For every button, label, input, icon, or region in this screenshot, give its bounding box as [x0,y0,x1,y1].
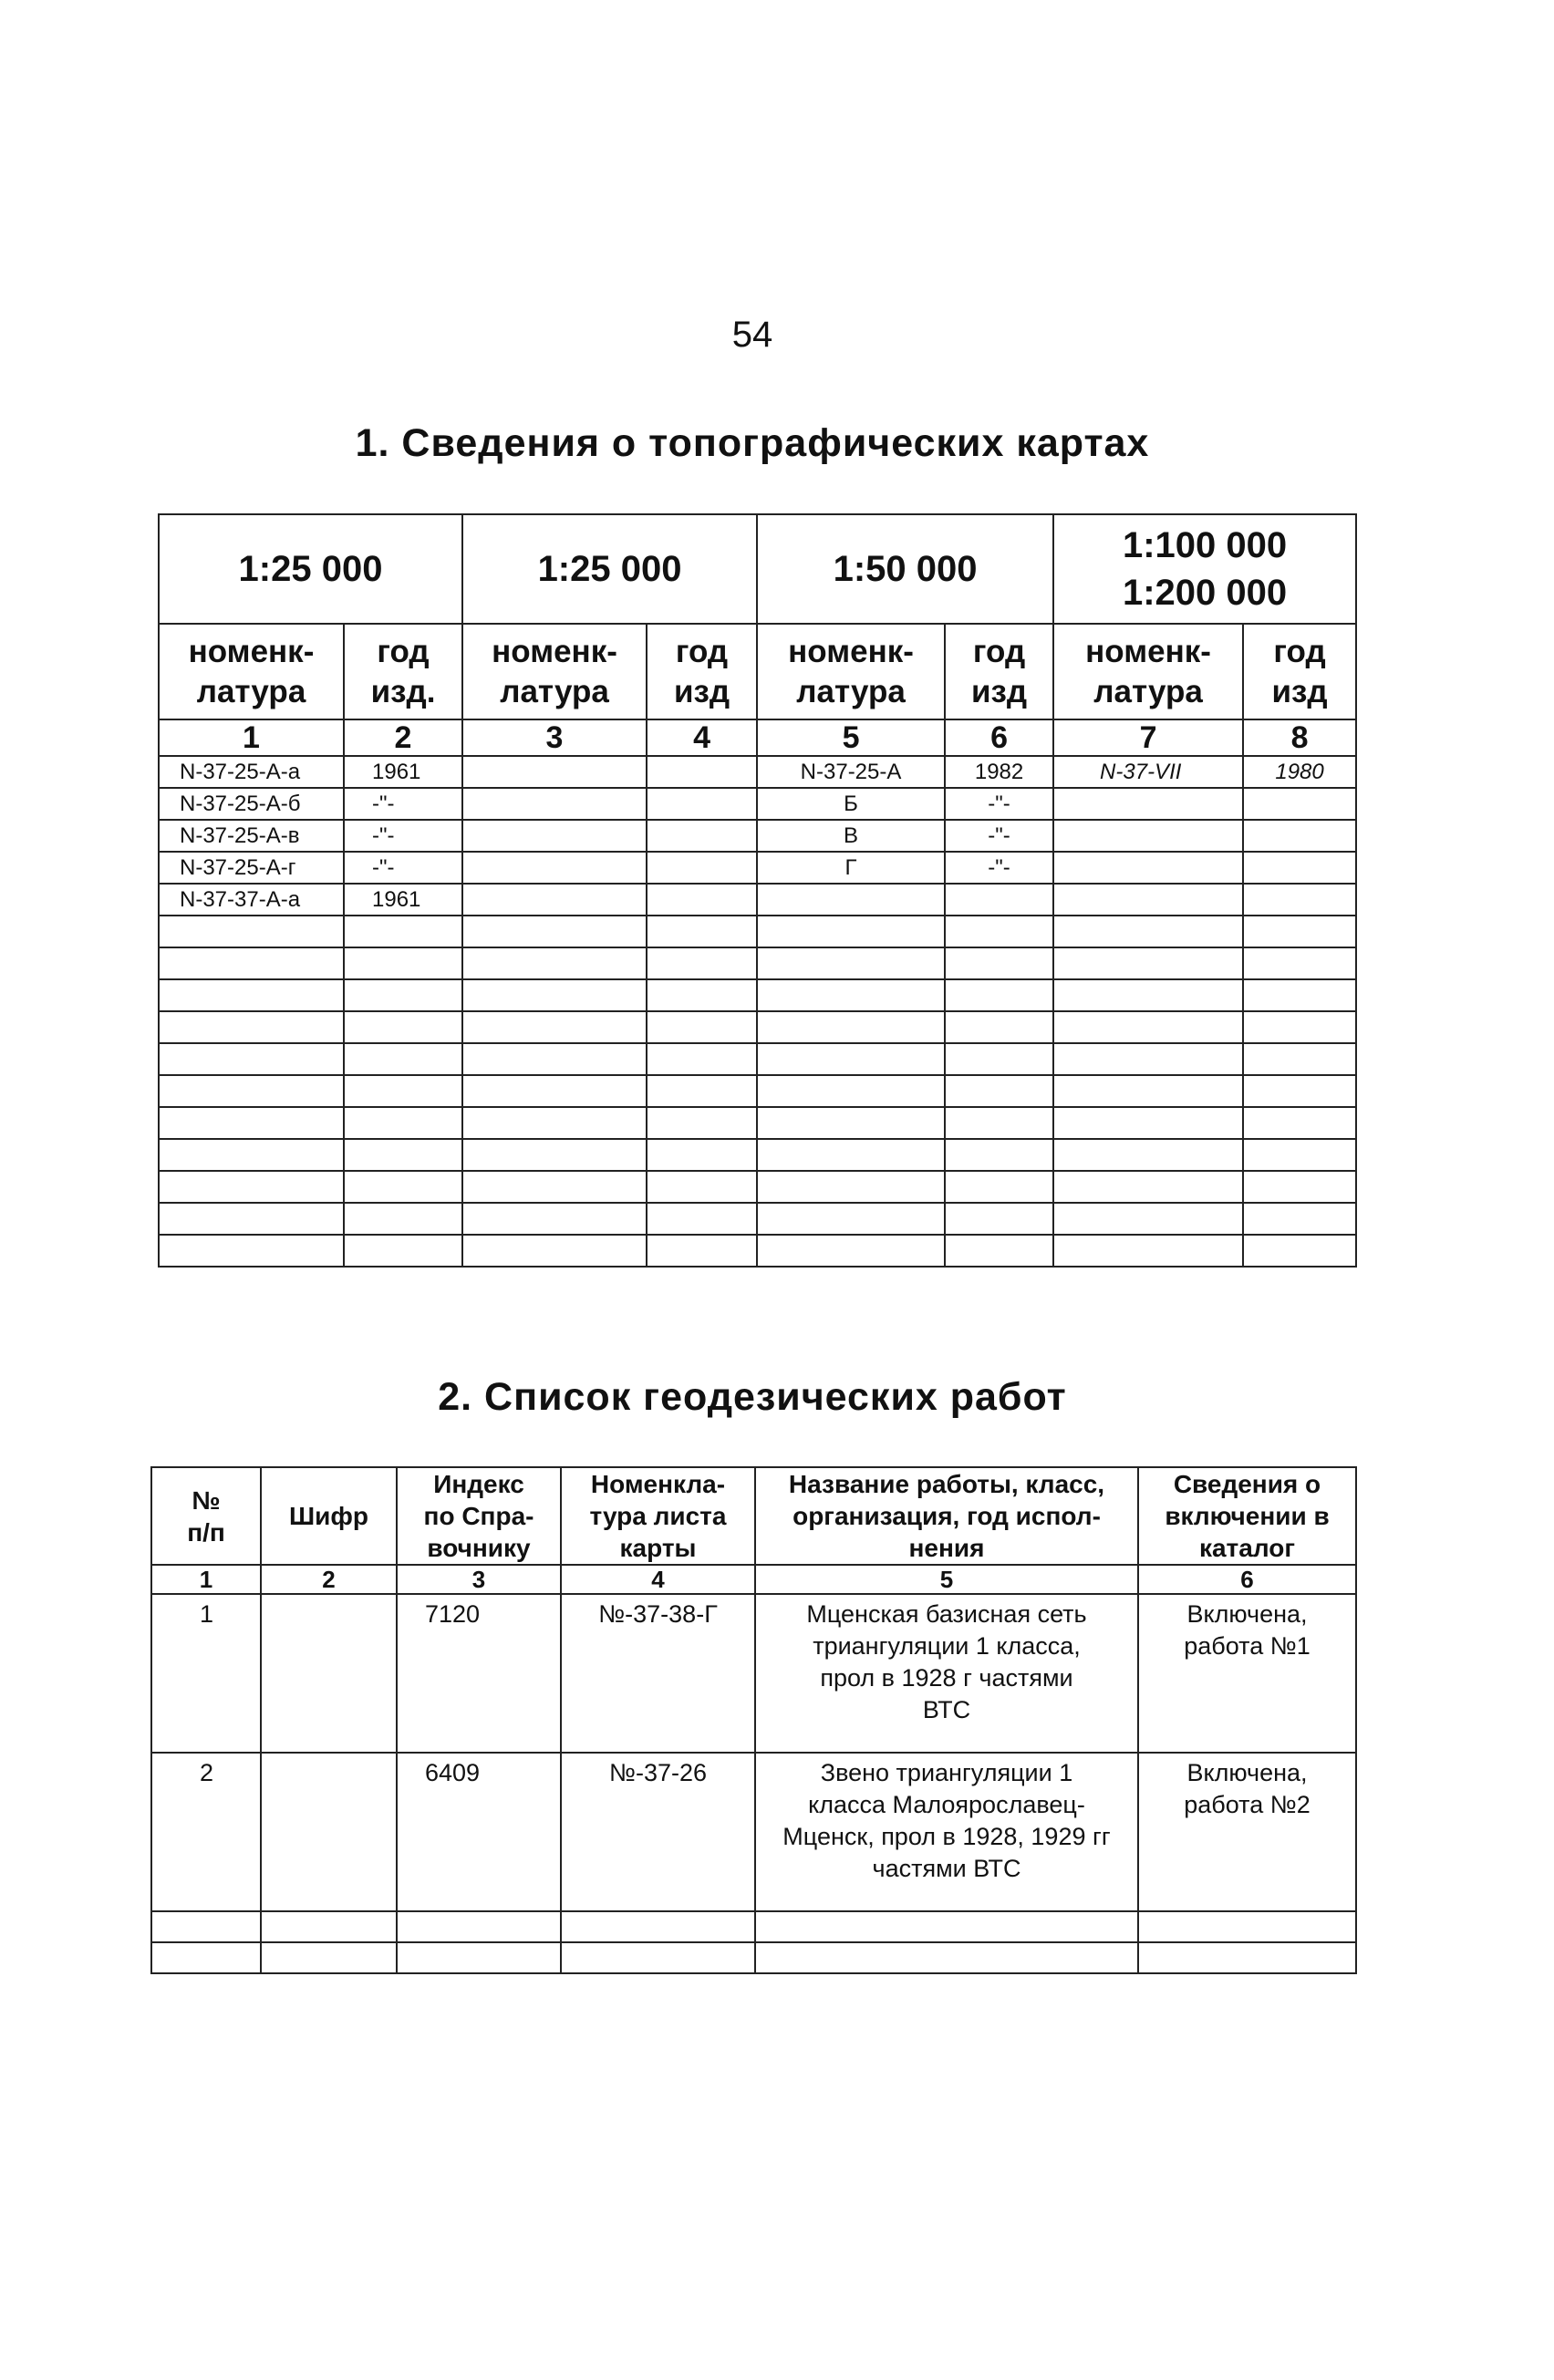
table-cell [945,1203,1053,1235]
table-cell [462,947,647,979]
column-header-nomenclature: номенк- латура [159,624,344,719]
table-row [159,916,1356,947]
table-cell [462,1043,647,1075]
column-header-row [159,624,1356,719]
table-cell [1053,1107,1243,1139]
table-cell: 1961 [344,884,462,916]
table-cell: 2 [151,1753,261,1911]
table-cell: -"- [344,820,462,852]
table-cell [1243,916,1356,947]
column-number-row [151,1565,1356,1594]
table-cell [757,1235,945,1267]
table-cell [1053,820,1243,852]
geodetic-works-table [150,1466,1357,1974]
table-cell [647,979,757,1011]
table-cell [1243,1171,1356,1203]
table-cell [159,979,344,1011]
scale-header-row [159,514,1356,624]
table-cell: N-37-VII [1053,756,1243,788]
table-cell [1243,1075,1356,1107]
table-cell [1243,1043,1356,1075]
table-cell [344,1043,462,1075]
table-cell [757,979,945,1011]
table-cell: -"- [945,788,1053,820]
table-cell [462,1107,647,1139]
table-cell [151,1942,261,1973]
scale-header: 1:25 000 [462,514,757,624]
table-cell [344,1075,462,1107]
table-cell [757,916,945,947]
table-cell [647,820,757,852]
table-cell [462,1171,647,1203]
column-number: 4 [647,719,757,756]
table-cell [647,1171,757,1203]
table-cell: Мценская базисная сеть триангуляции 1 класса, прол в 1928 г частями ВТС [755,1594,1138,1753]
table-cell [1138,1911,1356,1942]
table-cell [261,1753,397,1911]
table-row [159,1107,1356,1139]
column-header-index: Индекс по Спра- вочнику [397,1467,561,1565]
table-cell [159,916,344,947]
table-cell [757,1075,945,1107]
table-cell: N-37-25-А-г [159,852,344,884]
table-cell [757,1107,945,1139]
table-cell [1053,788,1243,820]
table-cell: Б [757,788,945,820]
table-cell: 1961 [344,756,462,788]
table-cell [462,1011,647,1043]
table-cell [462,1075,647,1107]
table-cell [1243,1235,1356,1267]
scale-header: 1:25 000 [159,514,462,624]
column-number: 2 [344,719,462,756]
table-row [159,1235,1356,1267]
table-cell [647,884,757,916]
table-cell [1243,1011,1356,1043]
column-header-year: год изд. [344,624,462,719]
column-number: 1 [159,719,344,756]
table-cell [159,1075,344,1107]
table-row [151,1594,1356,1753]
table-cell [462,788,647,820]
column-header-nomenclature: номенк- латура [462,624,647,719]
table-cell [755,1942,1138,1973]
table-cell [159,1203,344,1235]
table-cell [1243,1139,1356,1171]
table-cell [159,947,344,979]
table-cell: N-37-25-А-в [159,820,344,852]
table-cell [647,756,757,788]
table-cell [755,1911,1138,1942]
column-header-year: год изд [945,624,1053,719]
section-title-geodetic-works: 2. Список геодезических работ [438,1375,1067,1419]
table-cell: N-37-25-А-б [159,788,344,820]
table-row [159,1171,1356,1203]
table-cell [344,1203,462,1235]
section-title-topographic-maps: 1. Сведения о топографических картах [355,421,1150,465]
table-cell [462,1203,647,1235]
table-cell: 1980 [1243,756,1356,788]
table-cell [945,1107,1053,1139]
column-number: 2 [261,1565,397,1594]
column-number: 3 [462,719,647,756]
table-row [159,820,1356,852]
table-cell [1053,979,1243,1011]
table-cell [945,1171,1053,1203]
table-cell [159,1107,344,1139]
scale-header: 1:50 000 [757,514,1053,624]
table-cell [1243,820,1356,852]
table-row [159,788,1356,820]
column-header-nomenclature: Номенкла- тура листа карты [561,1467,755,1565]
table-row [159,756,1356,788]
table-cell [1053,852,1243,884]
table-cell: 1982 [945,756,1053,788]
table-cell: Звено триангуляции 1 класса Малоярославец- Мценск, прол в 1928, 1929 гг частями ВТС [755,1753,1138,1911]
column-number: 8 [1243,719,1356,756]
column-header-nomenclature: номенк- латура [1053,624,1243,719]
table-cell [159,1011,344,1043]
table-cell [647,1139,757,1171]
page-number: 54 [731,315,773,355]
table-cell [1053,1203,1243,1235]
table-cell [344,979,462,1011]
table-cell [647,788,757,820]
table-cell: -"- [945,852,1053,884]
table-row [159,1011,1356,1043]
table-cell: N-37-25-А-а [159,756,344,788]
table-cell [1053,1171,1243,1203]
table-cell [1243,979,1356,1011]
table-cell [462,756,647,788]
table-cell: Г [757,852,945,884]
table-cell [261,1942,397,1973]
table-cell [344,947,462,979]
table-cell: Включена, работа №1 [1138,1594,1356,1753]
table-cell [397,1942,561,1973]
table-cell [1243,788,1356,820]
table-row [151,1911,1356,1942]
column-number: 4 [561,1565,755,1594]
table-cell [344,1011,462,1043]
table-cell [945,947,1053,979]
table-cell [159,1171,344,1203]
table-cell: N-37-25-А [757,756,945,788]
table-cell [1243,1107,1356,1139]
table-cell [1053,1139,1243,1171]
table-cell: №-37-38-Г [561,1594,755,1753]
table-cell [261,1594,397,1753]
table-cell [1053,1011,1243,1043]
table-cell [1053,916,1243,947]
table-cell [344,1235,462,1267]
table-cell [261,1911,397,1942]
table-cell [344,1107,462,1139]
table-cell [945,979,1053,1011]
table-cell [647,1235,757,1267]
table-cell [397,1911,561,1942]
table-cell [1053,947,1243,979]
table-cell [647,1075,757,1107]
table-cell [757,1043,945,1075]
table-cell: -"- [945,820,1053,852]
column-header-year: год изд [1243,624,1356,719]
table-cell: В [757,820,945,852]
column-number: 1 [151,1565,261,1594]
table-cell: 1 [151,1594,261,1753]
table-cell [945,916,1053,947]
column-header-year: год изд [647,624,757,719]
table-cell: -"- [344,852,462,884]
table-cell [1053,1043,1243,1075]
table-cell: -"- [344,788,462,820]
table-cell [462,916,647,947]
table-cell [757,1139,945,1171]
table-cell [1243,1203,1356,1235]
table-cell: Включена, работа №2 [1138,1753,1356,1911]
table-row [159,1043,1356,1075]
scale-header: 1:100 000 1:200 000 [1053,514,1356,624]
table-cell [462,820,647,852]
table-cell [1053,1235,1243,1267]
table-cell [344,1139,462,1171]
table-row [159,979,1356,1011]
table-cell [1243,852,1356,884]
column-number-row [159,719,1356,756]
table-cell [757,1171,945,1203]
table-cell [1053,884,1243,916]
table-cell [159,1139,344,1171]
table-cell [647,916,757,947]
table-cell [647,1043,757,1075]
table-row [159,852,1356,884]
table-cell [945,884,1053,916]
table-cell [647,852,757,884]
table-cell [757,1203,945,1235]
table-cell [1138,1942,1356,1973]
table-cell: 7120 [397,1594,561,1753]
column-number: 6 [1138,1565,1356,1594]
table-cell [945,1043,1053,1075]
table-cell [159,1235,344,1267]
table-cell [462,884,647,916]
column-number: 6 [945,719,1053,756]
table-cell [647,1107,757,1139]
table-row [159,1075,1356,1107]
table-row [159,947,1356,979]
table-cell [462,979,647,1011]
column-header-code: Шифр [261,1467,397,1565]
table-cell [757,1011,945,1043]
column-number: 5 [755,1565,1138,1594]
column-header-row [151,1467,1356,1565]
table-cell [945,1235,1053,1267]
table-cell [945,1011,1053,1043]
table-cell [1053,1075,1243,1107]
table-cell [647,1011,757,1043]
table-cell [462,852,647,884]
table-cell [561,1911,755,1942]
table-cell [159,1043,344,1075]
table-cell [151,1911,261,1942]
table-cell [344,916,462,947]
table-cell [945,1139,1053,1171]
table-cell [945,1075,1053,1107]
column-number: 5 [757,719,945,756]
table-cell [1243,947,1356,979]
topographic-maps-table [158,513,1357,1268]
table-row [151,1753,1356,1911]
table-row [159,884,1356,916]
table-cell: N-37-37-А-а [159,884,344,916]
column-header-catalog-info: Сведения о включении в каталог [1138,1467,1356,1565]
table-row [159,1203,1356,1235]
table-cell [647,1203,757,1235]
table-cell [1243,884,1356,916]
column-number: 3 [397,1565,561,1594]
table-cell [344,1171,462,1203]
column-number: 7 [1053,719,1243,756]
table-cell: 6409 [397,1753,561,1911]
column-header-nomenclature: номенк- латура [757,624,945,719]
table-cell [462,1139,647,1171]
table-cell [462,1235,647,1267]
table-cell [757,884,945,916]
table-row [151,1942,1356,1973]
table-cell: №-37-26 [561,1753,755,1911]
table-row [159,1139,1356,1171]
column-header-number: № п/п [151,1467,261,1565]
column-header-work-name: Название работы, класс, организация, год испол- нения [755,1467,1138,1565]
table-cell [757,947,945,979]
table-cell [647,947,757,979]
table-cell [561,1942,755,1973]
